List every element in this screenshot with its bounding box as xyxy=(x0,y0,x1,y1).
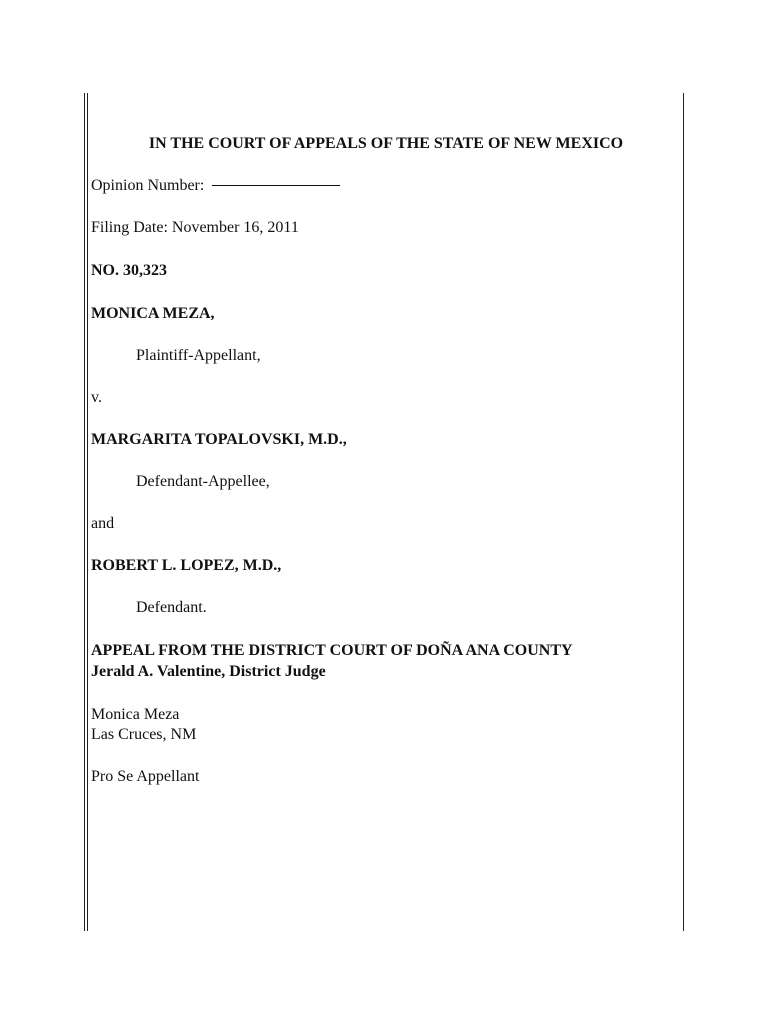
district-judge: Jerald A. Valentine, District Judge xyxy=(91,663,326,680)
court-title: IN THE COURT OF APPEALS OF THE STATE OF NEW MEXICO xyxy=(148,135,624,152)
left-margin-rule-outer xyxy=(84,93,85,931)
defendant2-name: ROBERT L. LOPEZ, M.D., xyxy=(91,557,282,574)
defendant1-name: MARGARITA TOPALOVSKI, M.D., xyxy=(91,431,347,448)
counsel-role: Pro Se Appellant xyxy=(91,768,200,785)
counsel-location: Las Cruces, NM xyxy=(91,726,197,743)
opinion-number-label: Opinion Number: xyxy=(91,177,205,194)
plaintiff-name: MONICA MEZA, xyxy=(91,305,215,322)
case-number: NO. 30,323 xyxy=(91,262,167,279)
opinion-number-line xyxy=(91,176,340,196)
filing-date: Filing Date: November 16, 2011 xyxy=(91,219,299,236)
plaintiff-role: Plaintiff-Appellant, xyxy=(136,347,261,364)
counsel-name: Monica Meza xyxy=(91,706,180,723)
right-margin-rule xyxy=(683,93,684,931)
versus: v. xyxy=(91,389,102,406)
defendant2-role: Defendant. xyxy=(136,599,207,616)
defendant1-role: Defendant-Appellee, xyxy=(136,473,270,490)
left-margin-rule-inner xyxy=(87,93,88,931)
opinion-number-blank xyxy=(212,185,340,186)
and-connector: and xyxy=(91,515,115,532)
appeal-from: APPEAL FROM THE DISTRICT COURT OF DOÑA ANA COUNTY xyxy=(91,642,573,659)
